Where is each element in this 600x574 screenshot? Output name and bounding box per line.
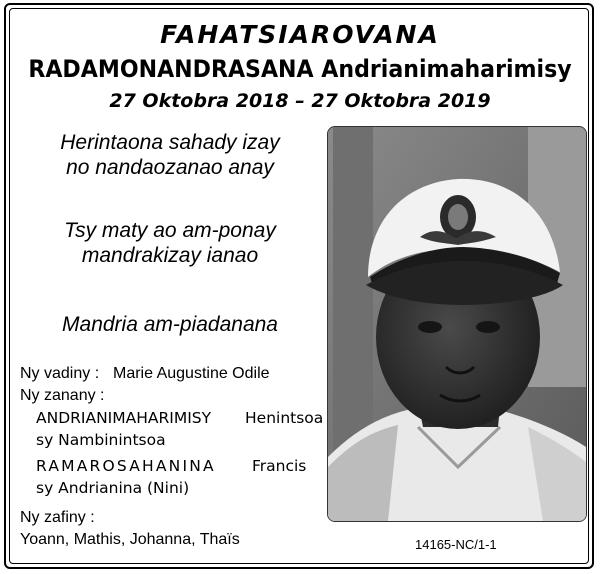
poem-line: Herintaona sahady izay	[60, 131, 280, 154]
spouse-name: Marie Augustine Odile	[113, 365, 270, 382]
child-2-given: Francis	[252, 457, 307, 475]
child-1-surname: ANDRIANIMAHARIMISY	[36, 409, 212, 427]
notice-title: FAHATSIAROVANA	[160, 20, 440, 49]
spouse-label: Ny vadiny :	[20, 365, 100, 382]
poem-line: no nandaozanao anay	[66, 156, 274, 179]
poem-stanza-1	[30, 130, 310, 180]
deceased-name: RADAMONANDRASANA Andrianimaharimisy	[28, 55, 572, 83]
poem-line: Tsy maty ao am-ponay	[64, 219, 276, 242]
child-1-line2: sy Nambinintsoa	[36, 431, 166, 449]
child-1-given: Henintsoa	[245, 409, 324, 427]
portrait-illustration	[328, 127, 586, 521]
poem-stanza-3	[30, 312, 310, 337]
grandchildren-names: Yoann, Mathis, Johanna, Thaïs	[20, 531, 240, 548]
portrait-photo	[327, 126, 587, 522]
children-label: Ny zanany :	[20, 387, 105, 404]
child-2-line2: sy Andrianina (Nini)	[36, 479, 190, 497]
reference-code: 14165-NC/1-1	[415, 537, 497, 552]
poem-line: Mandria am-piadanana	[62, 313, 278, 336]
poem-stanza-2	[30, 218, 310, 268]
grandchildren-label: Ny zafiny :	[20, 509, 95, 526]
poem-line: mandrakizay ianao	[81, 244, 259, 267]
memorial-dates: 27 Oktobra 2018 – 27 Oktobra 2019	[109, 90, 491, 112]
child-2-surname: RAMAROSAHANINA	[36, 457, 216, 475]
